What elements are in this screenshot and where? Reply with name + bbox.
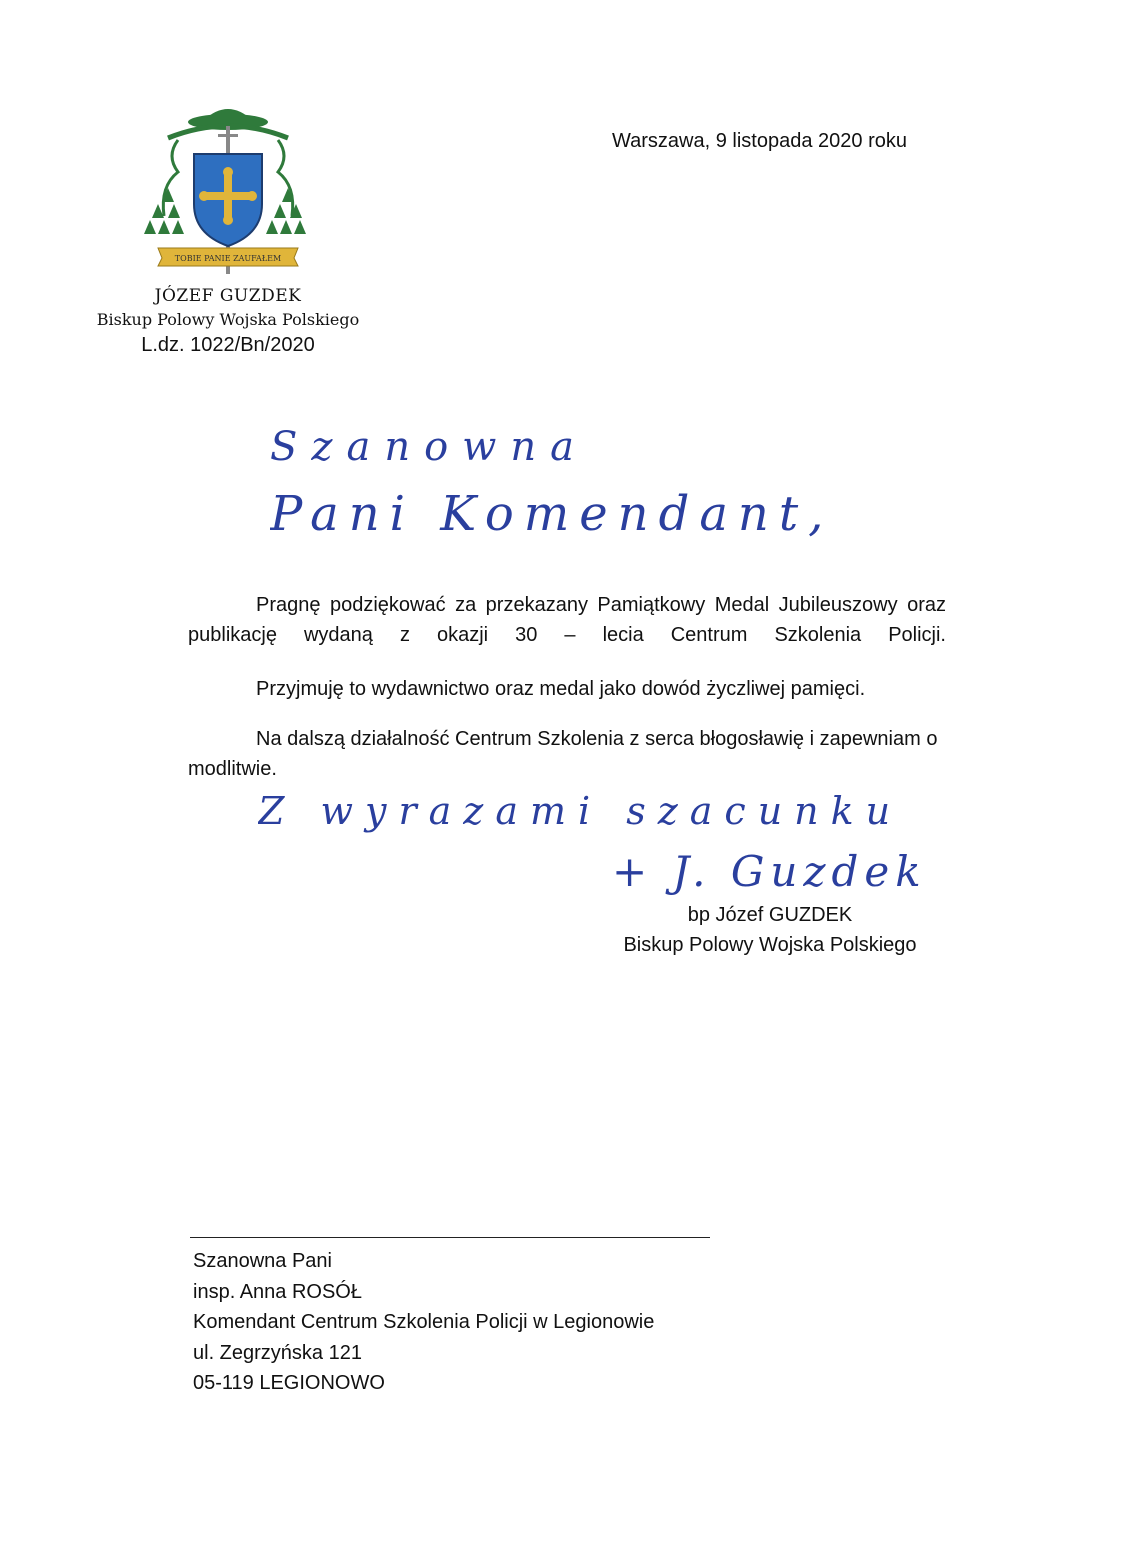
letter-date: Warszawa, 9 listopada 2020 roku	[612, 130, 907, 152]
author-title: Biskup Polowy Wojska Polskiego	[96, 310, 360, 329]
body-paragraph-1: Pragnę podziękować za przekazany Pamiątkowy Medal Jubileuszowy oraz publikację wydaną z okazji 30 – lecia Centrum Szkolenia Policji.	[188, 594, 946, 646]
signatory-name: bp Józef GUZDEK	[687, 904, 853, 926]
recipient-line: insp. Anna ROSÓŁ	[193, 1280, 362, 1303]
svg-text:+ J. Guzdek: + J. Guzdek	[612, 847, 927, 896]
reference-number: L.dz. 1022/Bn/2020	[141, 334, 315, 356]
recipient-line: Szanowna Pani	[193, 1250, 332, 1272]
handwritten-salutation	[270, 420, 870, 560]
recipient-address	[193, 1246, 654, 1399]
author-name: JÓZEF GUZDEK	[154, 286, 302, 306]
body-paragraph-3: Na dalszą działalność Centrum Szkolenia z serca błogosławię i zapewniam o modlitwie.	[188, 728, 938, 780]
recipient-line: ul. Zegrzyńska 121	[193, 1341, 362, 1364]
coat-of-arms-icon	[138, 96, 318, 276]
svg-text:Szanowna: Szanowna	[270, 424, 589, 470]
body-paragraph-2: Przyjmuję to wydawnictwo oraz medal jako dowód życzliwej pamięci.	[256, 678, 866, 700]
recipient-line: 05-119 LEGIONOWO	[193, 1372, 385, 1394]
signatory-title: Biskup Polowy Wojska Polskiego	[623, 934, 917, 956]
svg-text:Z wyrazami szacunku: Z wyrazami szacunku	[258, 789, 903, 833]
svg-text:Pani Komendant,: Pani Komendant,	[270, 486, 834, 542]
recipient-line: Komendant Centrum Szkolenia Policji w Legionowie	[193, 1311, 655, 1333]
handwritten-closing	[258, 786, 938, 836]
address-divider	[190, 1237, 710, 1238]
svg-text:TOBIE PANIE ZAUFAŁEM: TOBIE PANIE ZAUFAŁEM	[174, 254, 282, 263]
signatory-block	[560, 900, 980, 960]
